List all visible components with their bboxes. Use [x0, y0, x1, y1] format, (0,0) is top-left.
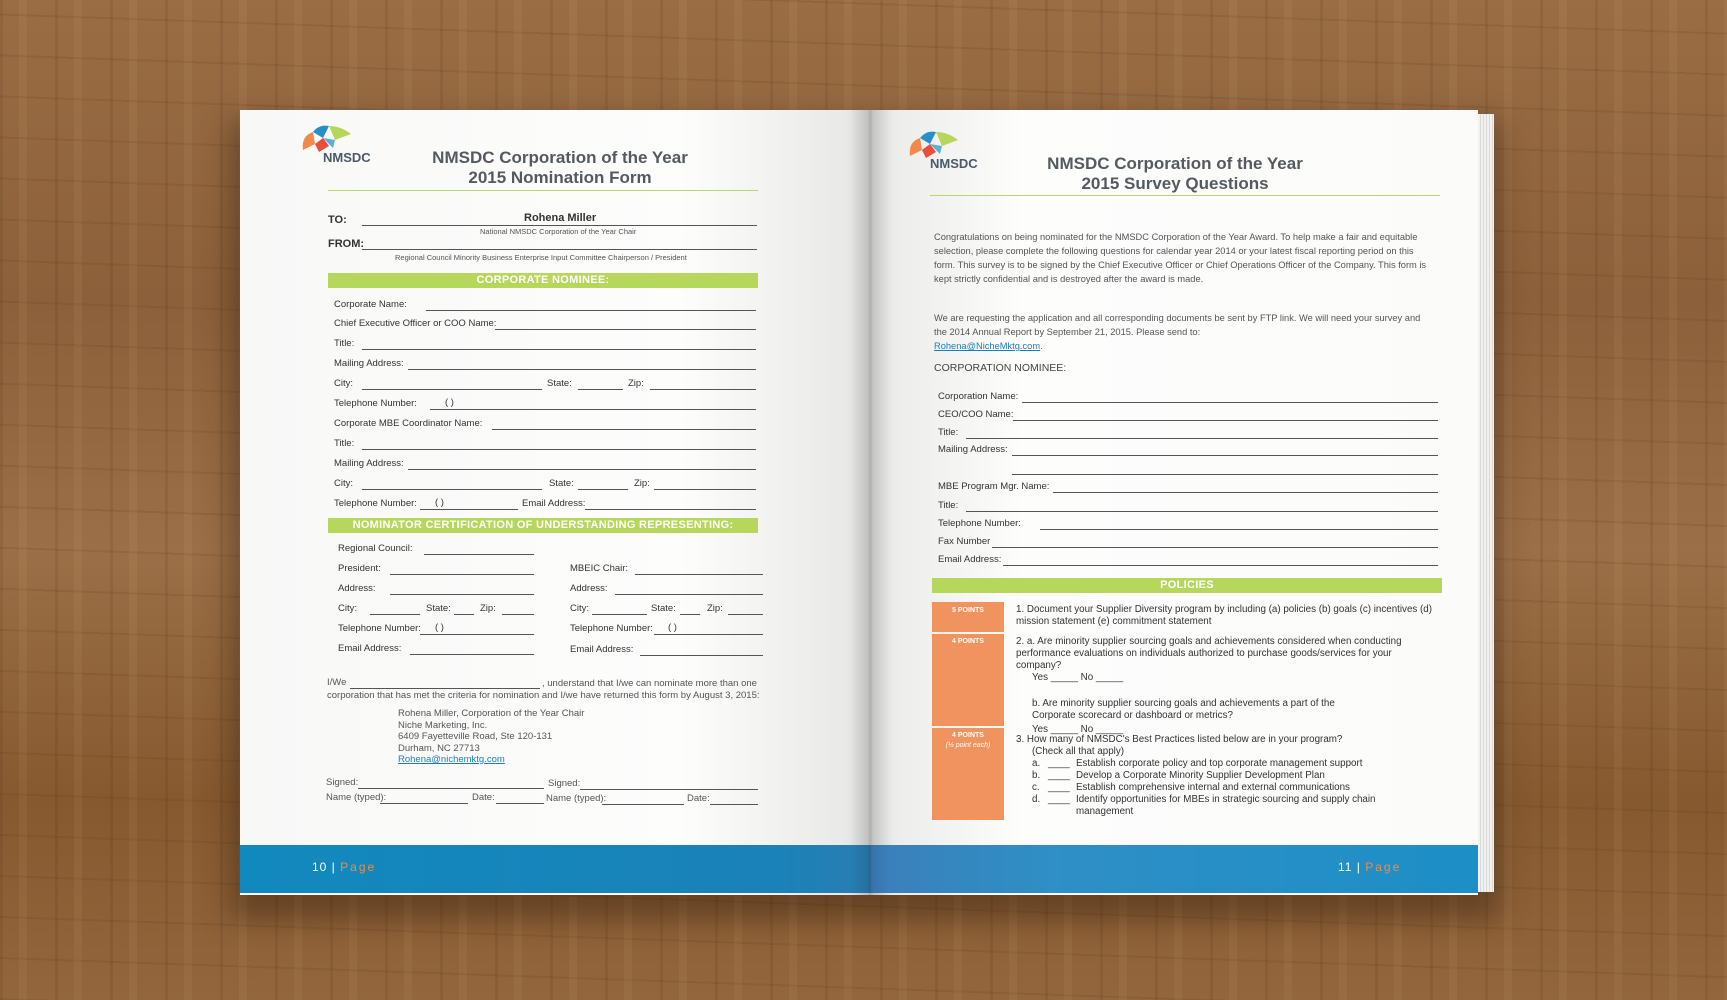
- address-email-link[interactable]: Rohena@nichemktg.com: [398, 754, 505, 765]
- date-label-2: Date:: [687, 793, 710, 804]
- page-number-value: 10 |: [312, 860, 341, 874]
- nom-tel-field[interactable]: [420, 634, 534, 635]
- nom-state-label: State:: [426, 603, 451, 614]
- regional-label: Regional Council:: [338, 543, 413, 554]
- spine-shadow: [850, 110, 890, 895]
- name-typed-label: Name (typed):: [326, 792, 387, 803]
- corporate-nominee-bar: CORPORATE NOMINEE:: [328, 273, 758, 288]
- request-paragraph: [934, 311, 1434, 353]
- nominee-heading: CORPORATION NOMINEE:: [934, 362, 1067, 374]
- nmsdc-logo: [902, 128, 982, 183]
- email-field[interactable]: [585, 509, 756, 510]
- mbe-coord-field[interactable]: [492, 429, 756, 430]
- r-email-label: Email Address:: [938, 554, 1002, 565]
- signed-field-2[interactable]: [580, 789, 758, 790]
- r-mbe-mgr-label: MBE Program Mgr. Name:: [938, 481, 1050, 492]
- regional-field[interactable]: [424, 554, 534, 555]
- item-letter: d.: [1032, 794, 1041, 805]
- mailing-address-block: [398, 708, 584, 766]
- to-name: Rohena Miller: [524, 212, 597, 224]
- name-typed-field-2[interactable]: [602, 804, 684, 805]
- title-field[interactable]: [362, 349, 756, 350]
- president-field[interactable]: [390, 574, 534, 575]
- nom-tel-field-2[interactable]: [654, 634, 763, 635]
- list-item: [1016, 794, 1436, 818]
- from-subtitle: Regional Council Minority Business Enterprise Input Committee Chairperson / President: [395, 253, 687, 262]
- address-label: Address:: [338, 583, 376, 594]
- title-label: Title:: [334, 338, 355, 349]
- page-word: Page: [340, 860, 377, 874]
- name-typed-label-2: Name (typed):: [546, 793, 607, 804]
- president-label: President:: [338, 563, 381, 574]
- points-box-2: [932, 634, 1004, 726]
- state-field[interactable]: [578, 389, 623, 390]
- title-field-2[interactable]: [362, 449, 756, 450]
- state-label-2: State:: [549, 478, 574, 489]
- r-title-label: Title:: [938, 427, 959, 438]
- page-number: [312, 860, 376, 874]
- ceo-label: Chief Executive Officer or COO Name:: [334, 318, 497, 329]
- address-label-2: Address:: [570, 583, 608, 594]
- question-3: 3. How many of NMSDC's Best Practices listed below are in your program?: [1016, 734, 1343, 745]
- page-title: [390, 148, 730, 188]
- address-line: Niche Marketing, Inc.: [398, 719, 488, 731]
- item-text: Establish corporate policy and top corporate management support: [1076, 758, 1363, 769]
- page-number: [1338, 860, 1401, 874]
- left-page: [240, 110, 870, 895]
- r-title-label-2: Title:: [938, 500, 959, 511]
- to-subtitle: National NMSDC Corporation of the Year Chair: [480, 227, 637, 236]
- tel-field[interactable]: [430, 409, 756, 410]
- r-tel-label: Telephone Number:: [938, 518, 1021, 529]
- tel-paren: ( ): [445, 397, 454, 408]
- r-mailing-label: Mailing Address:: [938, 444, 1008, 455]
- nom-zip-field-2[interactable]: [728, 614, 763, 615]
- left-footer: [240, 845, 870, 893]
- zip-label: Zip:: [628, 378, 644, 389]
- nom-zip-label-2: Zip:: [707, 603, 723, 614]
- r-title-field[interactable]: [966, 438, 1438, 439]
- page-number-value: 11 |: [1338, 860, 1366, 874]
- zip-field[interactable]: [650, 389, 756, 390]
- item-text: Identify opportunities for MBEs in strategic sourcing and supply chain management: [1076, 794, 1376, 817]
- right-page: [870, 110, 1478, 895]
- mbe-coord-label: Corporate MBE Coordinator Name:: [334, 418, 483, 429]
- signed-label: Signed:: [326, 777, 359, 788]
- request-text: We are requesting the application and all corresponding documents be sent by FTP link. We will need your survey and the 2014 Annual Report by September 21, 2015. Please send to:: [934, 313, 1421, 337]
- city-field-2[interactable]: [362, 489, 542, 490]
- title-line-2: 2015 Survey Questions: [1081, 174, 1269, 193]
- points-label-3: 4 POINTS: [952, 732, 984, 739]
- title-rule: [930, 195, 1440, 196]
- policies-bar: POLICIES: [932, 578, 1442, 593]
- nom-zip-field[interactable]: [502, 614, 534, 615]
- nom-zip-label: Zip:: [480, 603, 496, 614]
- list-item: [1016, 770, 1436, 782]
- zip-label-2: Zip:: [634, 478, 650, 489]
- page-title: [1020, 154, 1330, 194]
- question-3-sub: (Check all that apply): [1032, 746, 1125, 757]
- mailing-label: Mailing Address:: [334, 358, 404, 369]
- city-field[interactable]: [362, 389, 542, 390]
- item-blank[interactable]: ____: [1048, 782, 1070, 793]
- r-corp-name-label: Corporation Name:: [938, 391, 1019, 402]
- r-tel-field[interactable]: [1040, 529, 1438, 530]
- nom-tel-label-2: Telephone Number:: [570, 623, 653, 634]
- corp-name-label: Corporate Name:: [334, 299, 407, 310]
- title-line-1: NMSDC Corporation of the Year: [432, 148, 688, 167]
- nom-tel-label: Telephone Number:: [338, 623, 421, 634]
- nom-email-field[interactable]: [410, 654, 534, 655]
- item-blank[interactable]: ____: [1048, 794, 1070, 805]
- date-field-2[interactable]: [710, 804, 758, 805]
- title-line-1: NMSDC Corporation of the Year: [1047, 154, 1303, 173]
- address-field-2[interactable]: [615, 594, 763, 595]
- request-email-link[interactable]: Rohena@NicheMktg.com: [934, 341, 1041, 351]
- title-rule: [328, 190, 758, 191]
- r-ceo-label: CEO/COO Name:: [938, 409, 1014, 420]
- address-line: 6409 Fayetteville Road, Ste 120-131: [398, 731, 553, 742]
- request-period: .: [1040, 341, 1043, 351]
- nom-email-label-2: Email Address:: [570, 644, 634, 655]
- item-text: Develop a Corporate Minority Supplier Development Plan: [1076, 770, 1325, 781]
- r-fax-field[interactable]: [992, 547, 1438, 548]
- title-line-2: 2015 Nomination Form: [468, 168, 652, 187]
- points-sub-label: (½ point each): [945, 742, 991, 749]
- tel-field-2[interactable]: [420, 509, 518, 510]
- r-email-field[interactable]: [1003, 565, 1438, 566]
- nom-tel-paren: ( ): [435, 622, 444, 633]
- mbeic-field[interactable]: [635, 574, 763, 575]
- title-label-2: Title:: [334, 438, 355, 449]
- mailing-field[interactable]: [408, 369, 756, 370]
- nominator-bar: NOMINATOR CERTIFICATION OF UNDERSTANDING REPRESENTING:: [328, 518, 758, 533]
- nom-email-label: Email Address:: [338, 643, 402, 654]
- name-typed-field[interactable]: [380, 803, 468, 804]
- item-blank[interactable]: ____: [1048, 770, 1070, 781]
- to-line: [362, 225, 757, 226]
- address-line: Rohena Miller, Corporation of the Year Chair: [398, 708, 585, 719]
- item-letter: c.: [1032, 782, 1040, 793]
- r-corp-name-field[interactable]: [1022, 402, 1438, 403]
- mailing-field-2[interactable]: [408, 469, 756, 470]
- question-1: 1. Document your Supplier Diversity program by including (a) policies (b) goals (c) incentives (d) mission statement (e) commitment statement: [1016, 604, 1432, 627]
- date-label: Date:: [472, 792, 495, 803]
- yes-no-2: Yes _____ No _____: [1032, 724, 1124, 735]
- item-letter: b.: [1032, 770, 1041, 781]
- r-mailing-field-2[interactable]: [1012, 474, 1438, 475]
- r-mailing-field[interactable]: [1012, 455, 1438, 456]
- item-letter: a.: [1032, 758, 1041, 769]
- best-practices-list: [1016, 758, 1436, 818]
- points-label-2: 4 POINTS: [952, 638, 984, 645]
- nom-city-label: City:: [338, 603, 357, 614]
- list-item: [1016, 758, 1436, 770]
- ceo-field[interactable]: [495, 329, 756, 330]
- to-label: TO:: [328, 214, 347, 226]
- r-fax-label: Fax Number: [938, 536, 991, 547]
- nom-email-field-2[interactable]: [640, 655, 763, 656]
- tel-label: Telephone Number:: [334, 398, 417, 409]
- nom-state-field-2[interactable]: [680, 614, 700, 615]
- city-label: City:: [334, 378, 353, 389]
- question-2b: b. Are minority supplier sourcing goals and achievements a part of the Corporate scorecard or dashboard or metrics?: [1032, 698, 1335, 721]
- iwe-label: I/We: [327, 677, 347, 688]
- zip-field-2[interactable]: [654, 489, 756, 490]
- tel-paren-2: ( ): [435, 497, 444, 508]
- r-title-field-2[interactable]: [966, 511, 1438, 512]
- email-label: Email Address:: [522, 498, 586, 509]
- iwe-text: , understand that I/we can nominate more than one: [542, 678, 757, 689]
- iwe-field[interactable]: [350, 688, 540, 689]
- state-field-2[interactable]: [578, 489, 628, 490]
- signed-label-2: Signed:: [548, 778, 581, 789]
- right-footer: [870, 845, 1478, 893]
- r-mbe-mgr-field[interactable]: [1053, 492, 1438, 493]
- item-blank[interactable]: ____: [1048, 758, 1070, 769]
- nom-tel-paren-2: ( ): [668, 622, 677, 633]
- nom-state-field[interactable]: [454, 614, 474, 615]
- yes-no-1: Yes _____ No _____: [1032, 672, 1124, 683]
- points-label-1: 5 POINTS: [952, 607, 984, 614]
- iwe-text-2: corporation that has met the criteria for nomination and I/we have returned this form by August 3, 2015:: [327, 690, 760, 701]
- date-field[interactable]: [496, 803, 544, 804]
- mbeic-label: MBEIC Chair:: [570, 563, 629, 574]
- from-line[interactable]: [362, 249, 757, 250]
- mailing-label-2: Mailing Address:: [334, 458, 404, 469]
- question-2a: 2. a. Are minority supplier sourcing goals and achievements considered when conducting performance evaluations on individuals authorized to purchase goods/services for your company?: [1016, 636, 1402, 671]
- city-label-2: City:: [334, 478, 353, 489]
- page-word: Page: [1365, 860, 1402, 874]
- r-ceo-field[interactable]: [1013, 420, 1438, 421]
- intro-paragraph: Congratulations on being nominated for the NMSDC Corporation of the Year Award. To help make a fair and equitable selection, please complete the following questions for calendar year 2014 or your latest fiscal reporting period on this form. This survey is to be signed by the Chief Executive Officer or Chief Operations Officer of the Company. This form is kept strictly confidential and is destroyed after the award is made.: [934, 232, 1427, 284]
- tel-label-2: Telephone Number:: [334, 498, 417, 509]
- corp-name-field[interactable]: [426, 310, 756, 311]
- nom-city-field[interactable]: [370, 614, 420, 615]
- logo-text: NMSDC: [930, 156, 978, 171]
- list-item: [1016, 782, 1436, 794]
- nom-city-field-2[interactable]: [592, 614, 647, 615]
- state-label: State:: [547, 378, 572, 389]
- address-line: Durham, NC 27713: [398, 742, 480, 754]
- nom-state-label-2: State:: [651, 603, 676, 614]
- signed-field[interactable]: [358, 788, 544, 789]
- nmsdc-logo: [295, 122, 375, 177]
- logo-text: NMSDC: [323, 150, 371, 165]
- from-label: FROM:: [328, 238, 365, 250]
- address-field[interactable]: [390, 594, 534, 595]
- nom-city-label-2: City:: [570, 603, 589, 614]
- item-text: Establish comprehensive internal and external communications: [1076, 782, 1350, 793]
